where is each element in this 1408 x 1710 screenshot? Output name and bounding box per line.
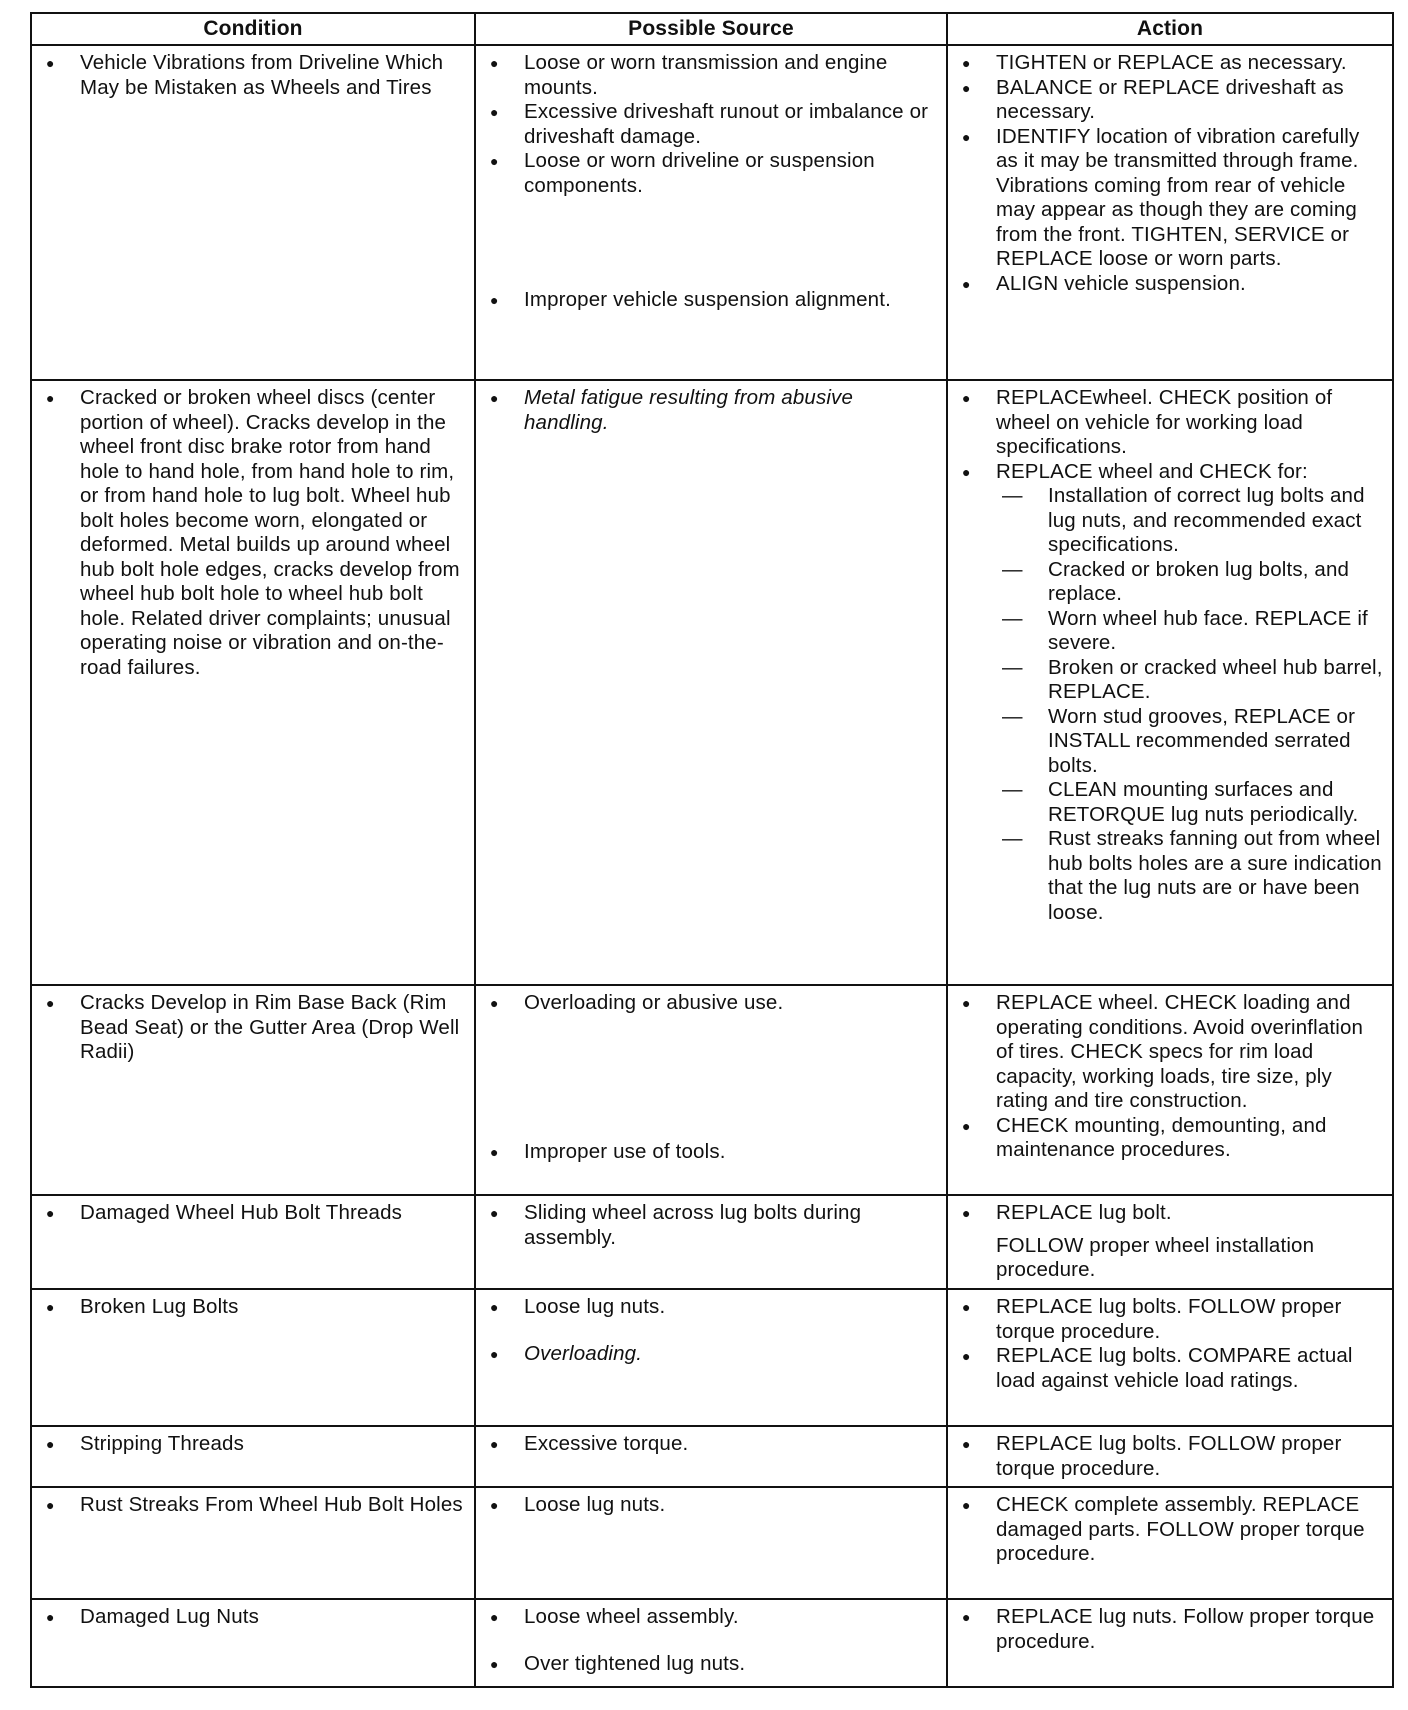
action-item: ● REPLACE lug bolts. FOLLOW proper torque procedure.: [956, 1295, 1384, 1344]
condition-text: ● Damaged Wheel Hub Bolt Threads: [40, 1201, 466, 1226]
source-cell: [475, 1195, 947, 1289]
condition-text: ● Stripping Threads: [40, 1432, 466, 1457]
source-cell: [475, 1426, 947, 1487]
source-item: ● Loose or worn transmission and engine mounts.: [484, 51, 938, 100]
source-item: ● Loose lug nuts.: [484, 1493, 938, 1518]
condition-cell: [31, 1599, 475, 1687]
diagnosis-table: [30, 12, 1394, 1688]
condition-cell: [31, 1289, 475, 1426]
action-cell: [947, 1599, 1393, 1687]
action-item: ● REPLACE lug nuts. Follow proper torque procedure.: [956, 1605, 1384, 1654]
sub-action-item: — Worn wheel hub face. REPLACE if severe.: [956, 607, 1384, 656]
action-cell: [947, 1426, 1393, 1487]
sub-action-item: — Installation of correct lug bolts and lug nuts, and recommended exact specifications.: [956, 484, 1384, 558]
action-item: ● REPLACE lug bolts. COMPARE actual load against vehicle load ratings.: [956, 1344, 1384, 1393]
condition-cell: [31, 380, 475, 985]
action-item: ● REPLACE wheel. CHECK loading and operating conditions. Avoid overinflation of tires. CHECK specs for rim load capacity, working loads, tire size, ply rating and tire construction.: [956, 991, 1384, 1114]
action-text: FOLLOW proper wheel installation procedure.: [996, 1233, 1315, 1281]
source-cell: [475, 1599, 947, 1687]
source-item: ● Excessive driveshaft runout or imbalance or driveshaft damage.: [484, 100, 938, 149]
condition-cell: [31, 1426, 475, 1487]
source-cell: [475, 380, 947, 985]
source-item: ● Over tightened lug nuts.: [484, 1652, 938, 1677]
action-item: ● CHECK mounting, demounting, and maintenance procedures.: [956, 1114, 1384, 1163]
condition-cell: [31, 985, 475, 1195]
header-row: [31, 13, 1393, 45]
table-row: [31, 1289, 1393, 1426]
source-cell: [475, 1289, 947, 1426]
action-item: ● REPLACE lug bolt.: [956, 1201, 1384, 1226]
action-cell: [947, 985, 1393, 1195]
action-item: ● CHECK complete assembly. REPLACE damaged parts. FOLLOW proper torque procedure.: [956, 1493, 1384, 1567]
source-cell: [475, 1487, 947, 1599]
source-item: ● Sliding wheel across lug bolts during assembly.: [484, 1201, 938, 1250]
condition-text: ● Damaged Lug Nuts: [40, 1605, 466, 1630]
condition-cell: [31, 1487, 475, 1599]
table-row: [31, 1195, 1393, 1289]
source-item: ● Improper vehicle suspension alignment.: [484, 288, 938, 313]
sub-action-item: — Broken or cracked wheel hub barrel, REPLACE.: [956, 656, 1384, 705]
action-cell: [947, 1487, 1393, 1599]
source-item: ● Loose or worn driveline or suspension components.: [484, 149, 938, 198]
condition-text: ● Cracks Develop in Rim Base Back (Rim Bead Seat) or the Gutter Area (Drop Well Radii): [40, 991, 466, 1065]
action-item: ● IDENTIFY location of vibration carefully as it may be transmitted through frame. Vibrations coming from rear of vehicle may appear as though they are coming from the front. TIGHTEN, SERVICE or REPLACE loose or worn parts.: [956, 125, 1384, 272]
table-row: [31, 985, 1393, 1195]
condition-text: ● Rust Streaks From Wheel Hub Bolt Holes: [40, 1493, 466, 1518]
sub-action-item: — Rust streaks fanning out from wheel hub bolts holes are a sure indication that the lug nuts are or have been loose.: [956, 827, 1384, 925]
table-row: [31, 1487, 1393, 1599]
condition-cell: [31, 45, 475, 380]
sub-action-item: — Worn stud grooves, REPLACE or INSTALL recommended serrated bolts.: [956, 705, 1384, 779]
condition-text: ● Vehicle Vibrations from Driveline Which May be Mistaken as Wheels and Tires: [40, 51, 466, 100]
header-condition: Condition: [31, 13, 475, 45]
source-item: ● Loose wheel assembly.: [484, 1605, 938, 1630]
source-item: ● Loose lug nuts.: [484, 1295, 938, 1320]
condition-text: ● Cracked or broken wheel discs (center portion of wheel). Cracks develop in the wheel front disc brake rotor from hand hole to hand hole, from hand hole to rim, or from hand hole to lug bolt. Wheel hub bolt holes become worn, elongated or deformed. Metal builds up around wheel hub bolt hole edges, cracks develop from wheel hub bolt hole to wheel hub bolt hole. Related driver complaints; unusual operating noise or vibration and on-the-road failures.: [40, 386, 466, 680]
table-row: [31, 380, 1393, 985]
header-action: Action: [947, 13, 1393, 45]
table-row: [31, 1599, 1393, 1687]
table-row: [31, 1426, 1393, 1487]
source-cell: [475, 985, 947, 1195]
action-cell: [947, 1195, 1393, 1289]
action-item: ● BALANCE or REPLACE driveshaft as necessary.: [956, 76, 1384, 125]
action-cell: [947, 380, 1393, 985]
sub-action-item: — Cracked or broken lug bolts, and replace.: [956, 558, 1384, 607]
action-cell: [947, 1289, 1393, 1426]
action-cell: [947, 45, 1393, 380]
source-item: ● Excessive torque.: [484, 1432, 938, 1457]
action-item: ● REPLACE wheel and CHECK for:: [956, 460, 1384, 485]
source-item: ● Overloading.: [484, 1342, 938, 1367]
condition-text: ● Broken Lug Bolts: [40, 1295, 466, 1320]
header-possible-source: Possible Source: [475, 13, 947, 45]
source-item: ● Improper use of tools.: [484, 1140, 938, 1165]
action-item: ● REPLACEwheel. CHECK position of wheel on vehicle for working load specifications.: [956, 386, 1384, 460]
sub-action-item: — CLEAN mounting surfaces and RETORQUE lug nuts periodically.: [956, 778, 1384, 827]
condition-cell: [31, 1195, 475, 1289]
source-item: ● Metal fatigue resulting from abusive handling.: [484, 386, 938, 435]
action-item: ● REPLACE lug bolts. FOLLOW proper torque procedure.: [956, 1432, 1384, 1481]
action-item: ● TIGHTEN or REPLACE as necessary.: [956, 51, 1384, 76]
source-cell: [475, 45, 947, 380]
source-item: ● Overloading or abusive use.: [484, 991, 938, 1016]
table-row: [31, 45, 1393, 380]
action-item: ● ALIGN vehicle suspension.: [956, 272, 1384, 297]
